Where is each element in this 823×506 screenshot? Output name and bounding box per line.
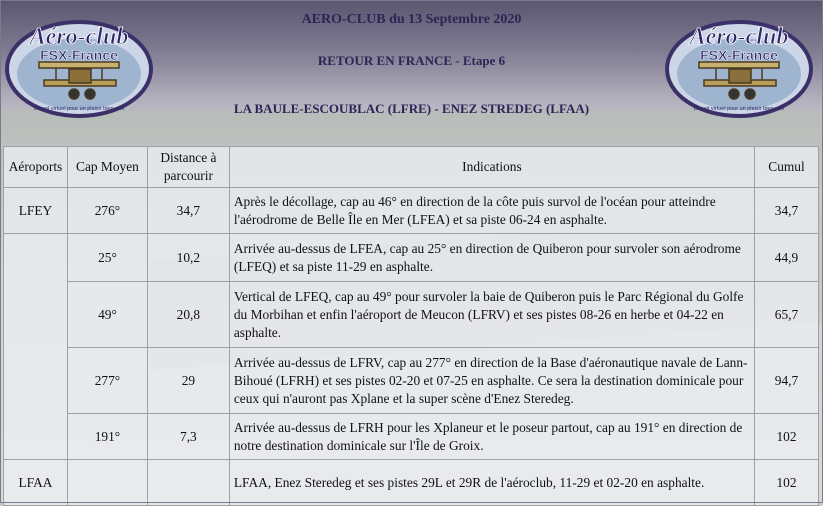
stage-subtitle: RETOUR EN FRANCE - Etape 6 bbox=[317, 53, 506, 68]
cell-distance: 29 bbox=[147, 348, 229, 414]
logo-tagline: Du vol virtuel pour un plaisir bien réel bbox=[33, 106, 125, 112]
cell-indications: LFAA, Enez Steredeg et ses pistes 29L et 29R de l'aéroclub, 11-29 et 02-20 en asphalte. bbox=[229, 460, 754, 506]
cell-cumul: 34,7 bbox=[755, 188, 819, 234]
header-distance-line1: Distance à bbox=[160, 150, 217, 165]
logo-title: Aéro-club bbox=[29, 24, 129, 50]
cell-cumul: 65,7 bbox=[755, 282, 819, 348]
cell-indications: Arrivée au-dessus de LFRV, cap au 277° en direction de la Base d'aéronautique navale de Lann-Bihoué (LFRH) et ses pistes 02-20 et 07-25 en asphalte. Ce sera la destination dominicale pour ceux qui n'auront pas Xplane et la super scène d'Enez Steredeg. bbox=[229, 348, 754, 414]
cell-distance: 10,2 bbox=[147, 234, 229, 282]
cell-cumul: 102 bbox=[755, 414, 819, 460]
logo-subtitle: FSX-France bbox=[40, 47, 118, 63]
cell-airport: LFEY bbox=[4, 188, 68, 234]
cell-heading bbox=[67, 460, 147, 506]
flight-plan-table bbox=[3, 146, 819, 506]
cell-indications: Arrivée au-dessus de LFEA, cap au 25° en direction de Quiberon pour survoler son aérodrome (LFEQ) et sa piste 11-29 en asphalte. bbox=[229, 234, 754, 282]
cell-indications: Vertical de LFEQ, cap au 49° pour survoler la baie de Quiberon puis le Parc Régional du Golfe du Morbihan et enfin l'aéroport de Meucon (LFRV) et ses pistes 08-26 en herbe et 04-22 en asphalte. bbox=[229, 282, 754, 348]
table-row bbox=[4, 188, 819, 234]
logo-subtitle: FSX-France bbox=[700, 47, 778, 63]
cell-indications: Après le décollage, cap au 46° en direction de la côte puis survol de l'océan pour atteindre l'aérodrome de Belle Île en Mer (LFEA) et sa piste 06-24 en asphalte. bbox=[229, 188, 754, 234]
cell-cumul: 44,9 bbox=[755, 234, 819, 282]
cell-heading: 25° bbox=[67, 234, 147, 282]
route-title: LA BAULE-ESCOUBLAC (LFRE) - ENEZ STREDEG (LFAA) bbox=[233, 101, 590, 116]
cell-distance: 7,3 bbox=[147, 414, 229, 460]
header-indications: Indications bbox=[229, 147, 754, 188]
cell-heading: 49° bbox=[67, 282, 147, 348]
header-heading: Cap Moyen bbox=[67, 147, 147, 188]
cell-airport bbox=[4, 234, 68, 460]
table-row bbox=[4, 234, 819, 282]
cell-distance bbox=[147, 460, 229, 506]
cell-heading: 276° bbox=[67, 188, 147, 234]
page-title: AERO-CLUB du 13 Septembre 2020 bbox=[301, 12, 522, 27]
logo-title: Aéro-club bbox=[689, 24, 789, 50]
cell-heading: 191° bbox=[67, 414, 147, 460]
header-cumul: Cumul bbox=[755, 147, 819, 188]
table-row bbox=[4, 348, 819, 414]
header-distance bbox=[147, 147, 229, 188]
table-row bbox=[4, 460, 819, 506]
cell-indications: Arrivée au-dessus de LFRH pour les Xplaneur et le poseur partout, cap au 191° en direction de notre destination dominicale sur l'Île de Groix. bbox=[229, 414, 754, 460]
header-airports: Aéroports bbox=[4, 147, 68, 188]
table-row bbox=[4, 282, 819, 348]
cell-distance: 34,7 bbox=[147, 188, 229, 234]
header-distance-line2: parcourir bbox=[163, 168, 213, 183]
table-header-row bbox=[4, 147, 819, 188]
cell-airport: LFAA bbox=[4, 460, 68, 506]
logo-tagline: Du vol virtuel pour un plaisir bien réel bbox=[693, 106, 785, 112]
cell-cumul: 94,7 bbox=[755, 348, 819, 414]
cell-cumul: 102 bbox=[755, 460, 819, 506]
cell-heading: 277° bbox=[67, 348, 147, 414]
table-row bbox=[4, 414, 819, 460]
cell-distance: 20,8 bbox=[147, 282, 229, 348]
